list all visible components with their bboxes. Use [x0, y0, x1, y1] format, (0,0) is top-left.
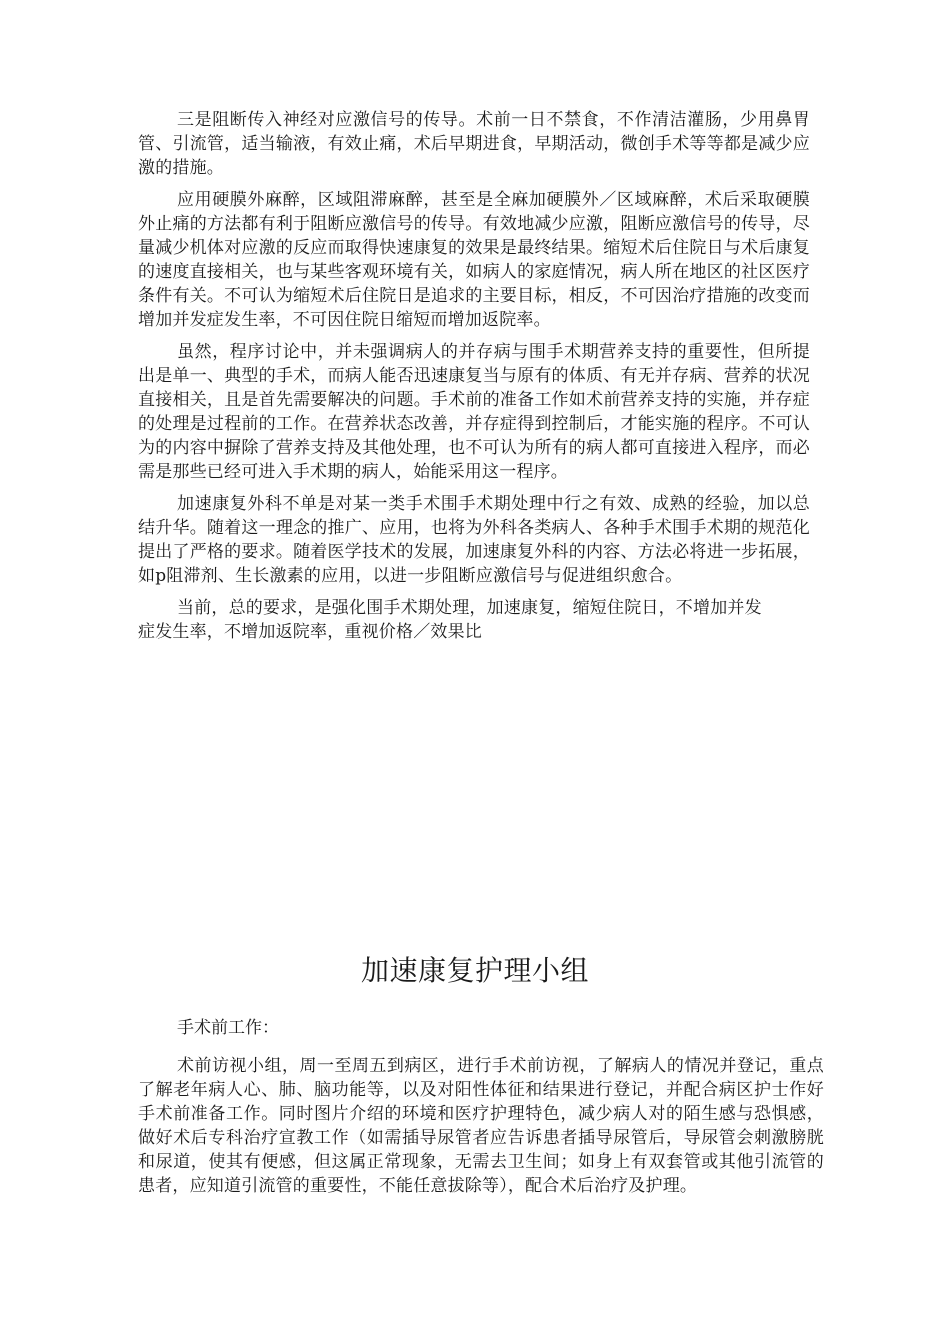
subheading-preoperative-work: 手术前工作： [177, 1018, 279, 1038]
paragraph-preoperative-visit: 术前访视小组，周一至周五到病区，进行手术前访视，了解病人的情况并登记，重点了解老年病人心、肺、脑功能等，以及对阳性体征和结果进行登记，并配合病区护士作好手术前准备工作。同时图片介绍的环境和医疗护理特色，减少病人对的陌生感与恐惧感，做好术后专科治疗宣教工作（如需插导尿管者应告诉患者插导尿管后，导尿管会刺激膀胱和尿道，使其有便感，但这属正常现象，无需去卫生间；如身上有双套管或其他引流管的患者，应知道引流管的重要性，不能任意拔除等），配合术后治疗及护理。 [138, 1056, 824, 1196]
paragraph-comorbidity-nutrition: 虽然，程序讨论中，并未强调病人的并存病与围手术期营养支持的重要性，但所提出是单一、典型的手术，而病人能否迅速康复当与原有的体质、有无并存病、营养的状况直接相关，且是首先需要解决的问题。手术前的准备工作如术前营养支持的实施，并存症的处理是过程前的工作。在营养状态改善，并存症得到控制后，才能实施的程序。不可认为的内容中摒除了营养支持及其他处理，也不可认为所有的病人都可直接进入程序，而必需是那些已经可进入手术期的病人，始能采用这一程序。 [138, 342, 810, 482]
lower-text-section [138, 1016, 824, 1206]
paragraph-stress-signal-blocking: 三是阻断传入神经对应激信号的传导。术前一日不禁食，不作清洁灌肠，少用鼻胃管、引流管，适当输液，有效止痛，术后早期进食，早期活动，微创手术等等都是减少应激的措施。 [138, 110, 810, 178]
paragraph-epidural-anesthesia: 应用硬膜外麻醉，区域阻滞麻醉，甚至是全麻加硬膜外／区域麻醉，术后采取硬膜外止痛的方法都有利于阻断应激信号的传导。有效地减少应激，阻断应激信号的传导，尽量减少机体对应激的反应而取得快速康复的效果是最终结果。缩短术后住院日与术后康复的速度直接相关，也与某些客观环境有关，如病人的家庭情况，病人所在地区的社区医疗条件有关。不可认为缩短术后住院日是追求的主要目标，相反，不可因治疗措施的改变而增加并发症发生率，不可因住院日缩短而增加返院率。 [138, 190, 810, 330]
upper-text-section [138, 108, 810, 652]
section-title: 加速康复护理小组 [360, 954, 589, 987]
paragraph-current-requirements: 当前，总的要求，是强化围手术期处理，加速康复，缩短住院日，不增加并发症发生率，不增加返院率，重视价格／效果比 [138, 598, 762, 642]
paragraph-fast-track-surgery: 加速康复外科不单是对某一类手术围手术期处理中行之有效、成熟的经验，加以总结升华。随着这一理念的推广、应用，也将为外科各类病人、各种手术围手术期的规范化提出了严格的要求。随着医学技术的发展，加速康复外科的内容、方法必将进一步拓展，如p阻滞剂、生长激素的应用，以进一步阻断应激信号与促进组织愈合。 [138, 494, 810, 586]
